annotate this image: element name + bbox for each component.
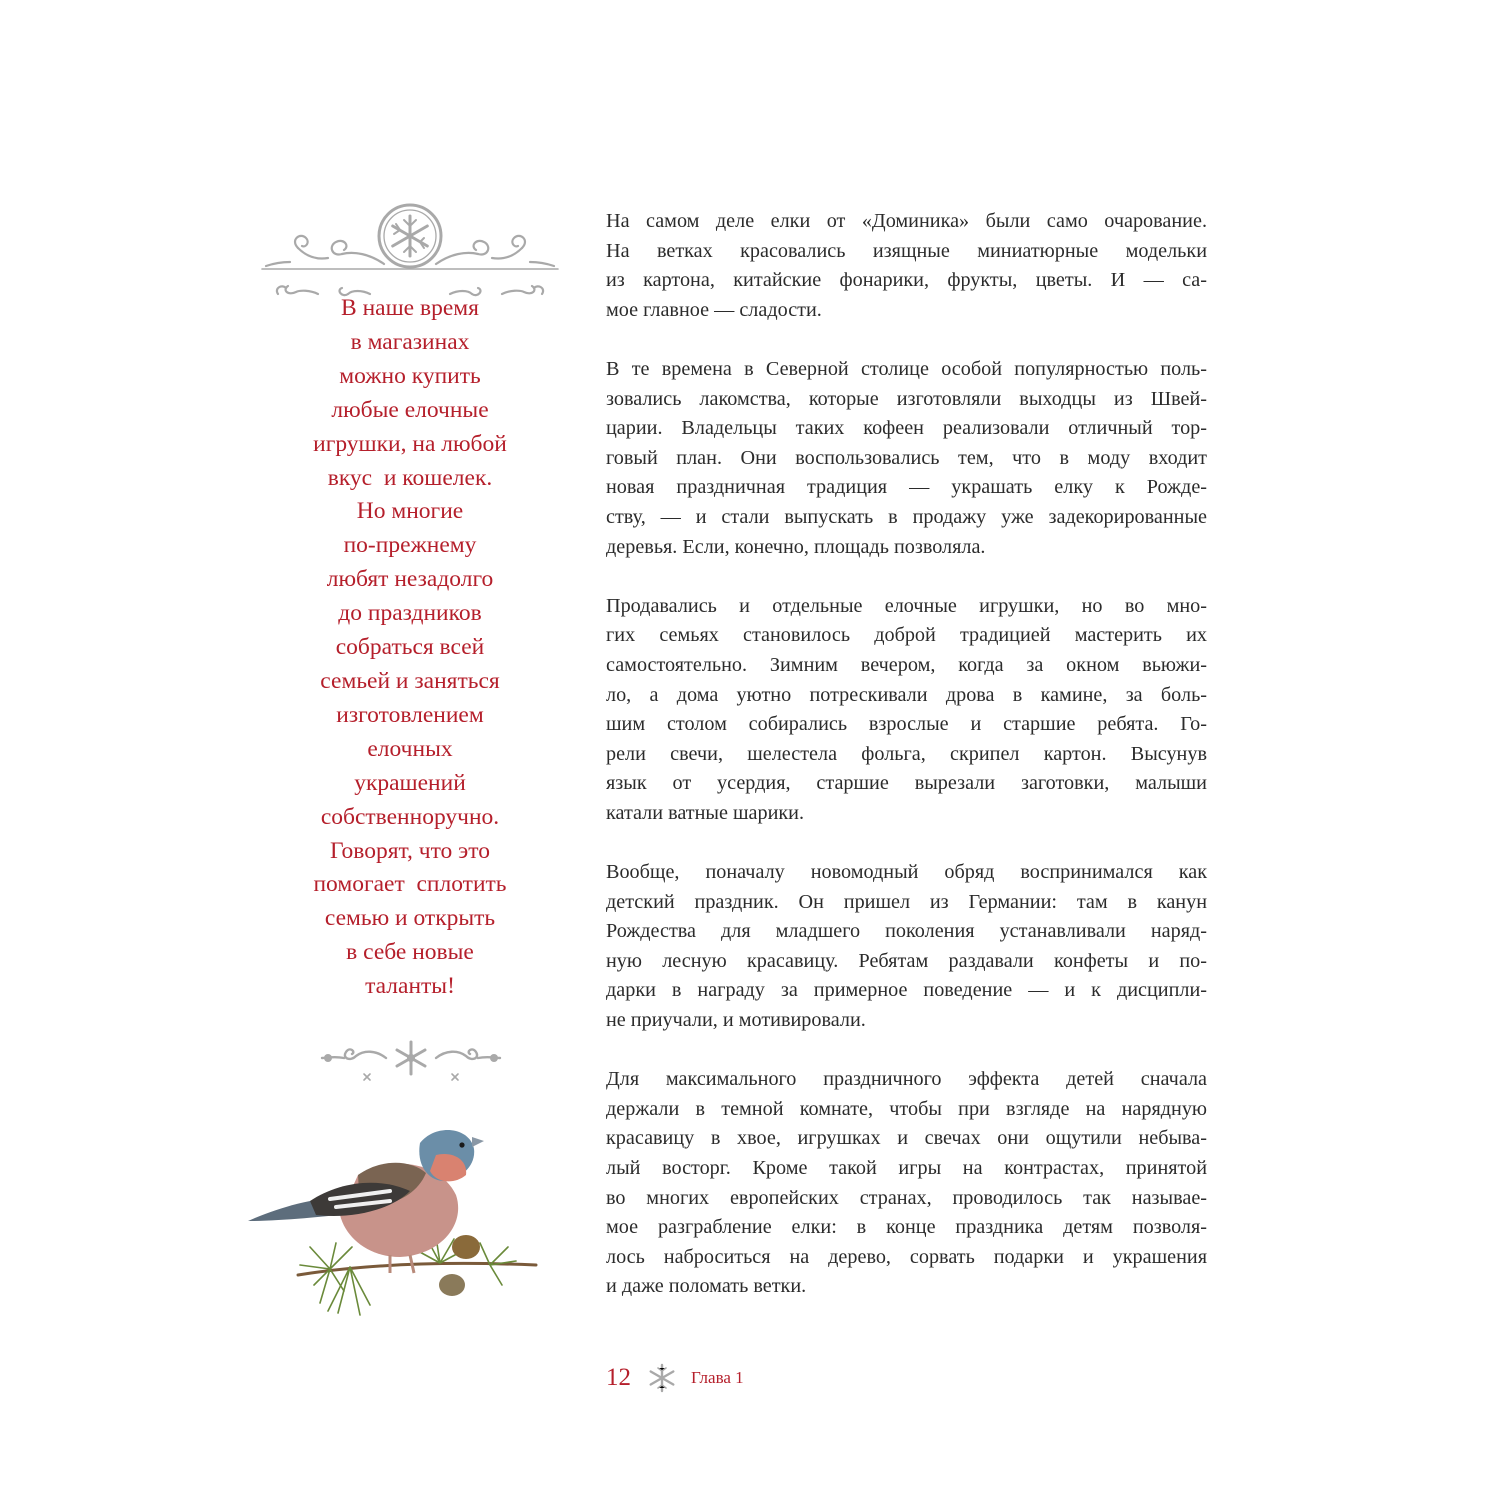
- text-line: новая праздничная традиция — украшать елку к Рожде-: [606, 476, 1207, 499]
- flourish-icon: [316, 1036, 506, 1086]
- text-line: лось наброситься на дерево, сорвать подарки и украшения: [606, 1245, 1207, 1268]
- paragraph: [606, 1065, 1207, 1302]
- text-line: ную лесную красавицу. Ребятам раздавали конфеты и по-: [606, 949, 1207, 972]
- paragraph: [606, 592, 1207, 829]
- quote-line: любят незадолго: [326, 566, 494, 593]
- quote-line: любые елочные: [331, 396, 489, 423]
- sidebar-quote: [270, 292, 550, 1004]
- quote-line: до праздников: [338, 600, 482, 627]
- quote-line: Говорят, что это: [330, 837, 490, 864]
- text-line: Для максимального праздничного эффекта детей сначала: [606, 1068, 1207, 1091]
- text-line: держали в темной комнате, чтобы при взгляде на нарядную: [606, 1097, 1207, 1120]
- quote-line: вкус и кошелек.: [327, 464, 493, 491]
- snowflake-icon: [647, 1363, 677, 1393]
- page-footer: [606, 1360, 744, 1396]
- text-line: самостоятельно. Зимним вечером, когда за окном вьюжи-: [606, 653, 1207, 676]
- snowflake-medallion-ornament: [258, 196, 562, 306]
- page-number: 12: [606, 1364, 631, 1391]
- quote-line: собственноручно.: [320, 803, 500, 830]
- quote-line: украшений: [354, 769, 466, 796]
- paragraph: [606, 207, 1207, 325]
- text-line: не приучали, и мотивировали.: [606, 1009, 866, 1032]
- quote-line: елочных: [367, 735, 453, 762]
- quote-line: изготовлением: [336, 701, 484, 728]
- text-line: говый план. Они воспользовались тем, что в моду входит: [606, 446, 1207, 469]
- quote-line: по-прежнему: [343, 532, 477, 559]
- text-line: В те времена в Северной столице особой популярностью поль-: [606, 357, 1207, 380]
- text-line: шим столом собирались взрослые и старшие ребята. Го-: [606, 713, 1207, 736]
- quote-line: собраться всей: [335, 634, 485, 661]
- text-line: мое главное — сладости.: [606, 298, 822, 321]
- bird-illustration: [240, 1115, 550, 1325]
- quote-line: семью и открыть: [324, 905, 496, 932]
- quote-line: В наше время: [341, 295, 479, 321]
- text-line: язык от усердия, старшие вырезали заготовки, малыши: [606, 772, 1207, 795]
- text-line: рели свечи, шелестела фольга, скрипел картон. Высунув: [606, 742, 1207, 765]
- text-line: лый восторг. Кроме такой игры на контрастах, принятой: [606, 1157, 1207, 1179]
- text-line: гих семьях становилось доброй традицией мастерить их: [606, 624, 1207, 647]
- text-line: царии. Владельцы таких кофеен реализовали отличный тор-: [606, 417, 1207, 440]
- text-line: и даже поломать ветки.: [606, 1275, 807, 1298]
- text-line: Рождества для младшего поколения устанавливали наряд-: [606, 920, 1207, 943]
- text-line: мое разграбление елки: в конце праздника детям позволя-: [606, 1216, 1207, 1239]
- text-line: ству, — и стали выпускать в продажу уже задекорированные: [606, 505, 1207, 528]
- chapter-label: Глава 1: [691, 1368, 744, 1387]
- text-line: деревья. Если, конечно, площадь позволяла.: [606, 535, 986, 558]
- snowflake-icon: [397, 1042, 425, 1074]
- text-line: дарки в награду за примерное поведение — и к дисципли-: [606, 979, 1207, 1002]
- quote-line: семьей и заняться: [320, 667, 500, 694]
- quote-line: в себе новые: [346, 939, 474, 966]
- text-line: из картона, китайские фонарики, фрукты, цветы. И — са-: [606, 269, 1207, 292]
- text-line: На ветках красовались изящные миниатюрные модельки: [606, 239, 1207, 262]
- text-line: красавицу в хвое, игрушках и свечах они ощутили небыва-: [606, 1127, 1207, 1150]
- text-line: катали ватные шарики.: [606, 801, 805, 824]
- paragraph: [606, 355, 1207, 562]
- text-line: Продавались и отдельные елочные игрушки, но во мно-: [606, 594, 1207, 617]
- quote-line: можно купить: [339, 362, 481, 389]
- quote-line: помогает сплотить: [313, 871, 507, 898]
- quote-line: таланты!: [365, 973, 455, 1000]
- quote-line: в магазинах: [350, 328, 470, 355]
- snowflake-icon: [393, 216, 428, 256]
- text-line: На самом деле елки от «Доминика» были само очарование.: [606, 210, 1207, 232]
- text-line: Вообще, поначалу новомодный обряд воспринимался как: [606, 861, 1207, 884]
- text-line: зовались лакомства, которые изготовляли выходцы из Швей-: [606, 387, 1207, 410]
- text-line: детский праздник. Он пришел из Германии: там в канун: [606, 890, 1207, 913]
- quote-line: Но многие: [356, 498, 464, 525]
- text-line: ло, а дома уютно потрескивали дрова в камине, за боль-: [606, 683, 1207, 706]
- text-line: во многих европейских странах, проводилось так называе-: [606, 1186, 1207, 1209]
- quote-line: игрушки, на любой: [313, 430, 507, 457]
- main-text-column: [606, 207, 1207, 1302]
- paragraph: [606, 858, 1207, 1036]
